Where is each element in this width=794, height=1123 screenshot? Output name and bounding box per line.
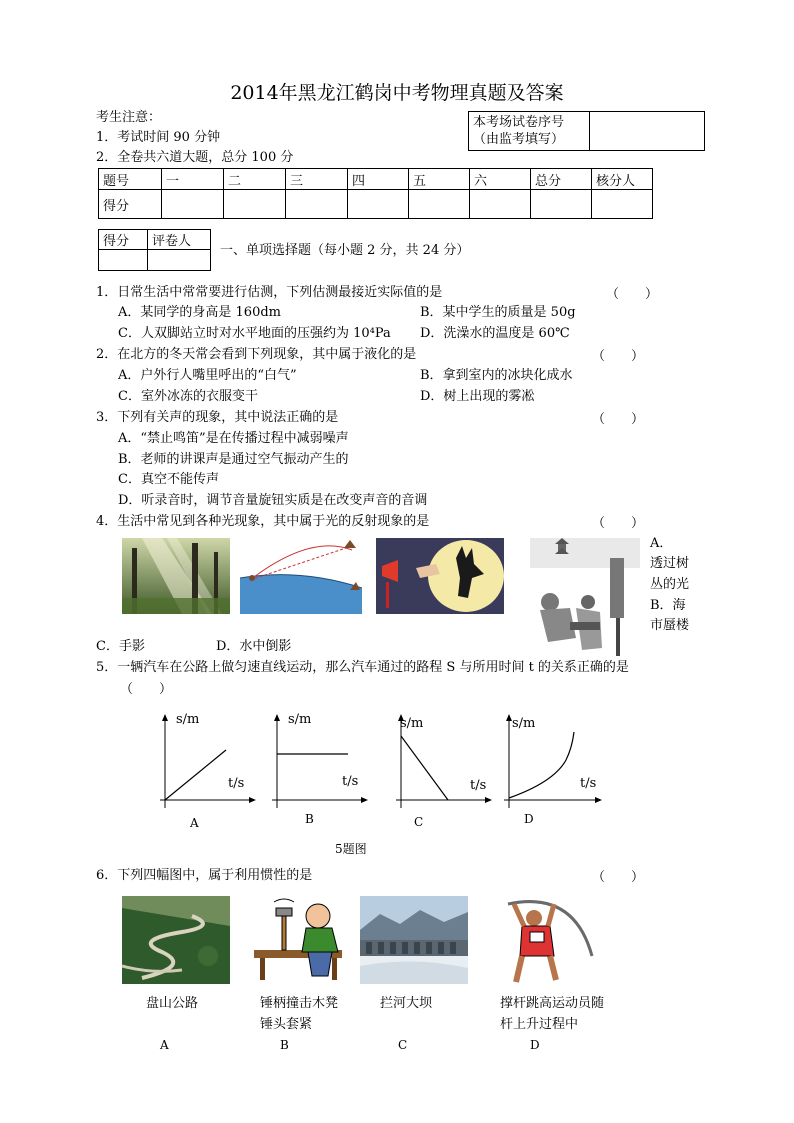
grader-score-cell[interactable] <box>99 250 148 271</box>
q3-option-a: A．“禁止鸣笛”是在传播过程中减弱噪声 <box>118 431 349 446</box>
graph-c-ylabel: s/m <box>400 716 424 731</box>
q6-stem: 6．下列四幅图中，属于利用惯性的是 <box>96 868 313 883</box>
score-table <box>98 168 653 219</box>
graph-c-letter: C <box>414 815 424 829</box>
score-cell[interactable] <box>162 190 224 219</box>
q4-answer-blank[interactable]: （ ） <box>592 516 645 531</box>
graph-a-ylabel: s/m <box>176 712 200 727</box>
q2-option-b: B．拿到室内的冰块化成水 <box>420 368 573 383</box>
q6-caption-c: 拦河大坝 <box>380 996 433 1011</box>
q6-letter-c: C <box>398 1038 408 1052</box>
score-cell[interactable] <box>470 190 531 219</box>
graph-a-letter: A <box>190 816 199 830</box>
score-row-label: 得分 <box>99 190 162 219</box>
q4-side-a2: 透过树 <box>650 556 690 571</box>
score-header: 三 <box>286 169 348 190</box>
score-cell[interactable] <box>592 190 653 219</box>
graph-b-ylabel: s/m <box>288 712 312 727</box>
grader-name-label: 评卷人 <box>148 230 211 250</box>
score-cell[interactable] <box>348 190 409 219</box>
q3-option-c: C．真空不能传声 <box>118 472 219 487</box>
score-cell[interactable] <box>224 190 286 219</box>
q4-side-b1: B．海 <box>650 598 686 613</box>
q4-side-a3: 丛的光 <box>650 577 690 592</box>
q2-option-a: A．户外行人嘴里呼出的“白气” <box>118 368 297 383</box>
q4-option-d: D．水中倒影 <box>216 639 292 654</box>
seat-number-cell[interactable] <box>590 112 705 151</box>
graph-d-ylabel: s/m <box>512 716 536 731</box>
q6-letter-a: A <box>160 1038 169 1052</box>
score-header: 四 <box>348 169 409 190</box>
hand-shadow-photo <box>376 538 504 614</box>
notice-item-2: 2．全卷共六道大题，总分 100 分 <box>96 150 294 165</box>
q2-option-c: C．室外冰冻的衣服变干 <box>118 389 258 404</box>
q2-answer-blank[interactable]: （ ） <box>592 349 645 364</box>
graph-d <box>494 712 606 812</box>
q6-letter-b: B <box>280 1038 289 1052</box>
graph-d-xlabel: t/s <box>580 776 597 791</box>
q4-stem: 4．生活中常见到各种光现象，其中属于光的反射现象的是 <box>96 514 430 529</box>
q4-side-b2: 市蜃楼 <box>650 618 690 633</box>
grader-name-cell[interactable] <box>148 250 211 271</box>
score-header: 一 <box>162 169 224 190</box>
graph-c-line <box>401 736 448 800</box>
page-title: 2014年黑龙江鹤岗中考物理真题及答案 <box>230 82 564 104</box>
score-header: 题号 <box>99 169 162 190</box>
q1-option-d: D．洗澡水的温度是 60℃ <box>420 326 570 341</box>
notice-item-1: 1．考试时间 90 分钟 <box>96 130 221 145</box>
grader-score-label: 得分 <box>99 230 148 250</box>
q1-option-a: A．某同学的身高是 160dm <box>118 305 281 320</box>
q4-option-c: C．手影 <box>96 639 145 654</box>
q5-stem: 5．一辆汽车在公路上做匀速直线运动，那么汽车通过的路程 S 与所用时间 t 的关系正确的是 <box>96 660 629 675</box>
q3-answer-blank[interactable]: （ ） <box>592 412 645 427</box>
seat-label-1: 本考场试卷序号 <box>473 115 565 130</box>
q4-side-a1: A． <box>650 536 673 551</box>
score-cell[interactable] <box>531 190 592 219</box>
q6-caption-a: 盘山公路 <box>146 996 199 1011</box>
score-cell[interactable] <box>409 190 470 219</box>
graph-b <box>262 712 372 812</box>
q5-caption: 5题图 <box>335 842 367 856</box>
q2-option-d: D．树上出现的雾凇 <box>420 389 535 404</box>
mirage-diagram <box>240 538 362 614</box>
q1-answer-blank[interactable]: （ ） <box>606 287 659 302</box>
q6-caption-d-2: 杆上升过程中 <box>500 1017 579 1032</box>
graph-c-xlabel: t/s <box>470 778 487 793</box>
section-1-heading: 一、单项选择题（每小题 2 分，共 24 分） <box>220 243 470 258</box>
seat-label-2: （由监考填写） <box>473 132 565 147</box>
q1-option-b: B．某中学生的质量是 50g <box>420 305 576 320</box>
score-header: 二 <box>224 169 286 190</box>
score-cell[interactable] <box>286 190 348 219</box>
q1-option-c: C．人双脚站立时对水平地面的压强约为 10⁴Pa <box>118 326 391 341</box>
graph-b-letter: B <box>305 812 314 826</box>
q6-caption-d-1: 撑杆跳高运动员随 <box>500 996 605 1011</box>
graph-a-line <box>165 750 226 800</box>
q6-caption-b-2: 锤头套紧 <box>260 1017 313 1032</box>
water-reflection-photo <box>530 538 640 656</box>
q5-answer-blank[interactable]: （ ） <box>120 682 173 697</box>
q6-caption-b-1: 锤柄撞击木凳 <box>260 996 339 1011</box>
notice-heading: 考生注意： <box>96 110 162 125</box>
score-header: 总分 <box>531 169 592 190</box>
q6-answer-blank[interactable]: （ ） <box>592 870 645 885</box>
q1-stem: 1．日常生活中常常要进行估测，下列估测最接近实际值的是 <box>96 285 443 300</box>
seat-number-box <box>468 111 705 151</box>
q2-stem: 2．在北方的冬天常会看到下列现象，其中属于液化的是 <box>96 347 417 362</box>
q3-option-d: D．听录音时，调节音量旋钮实质是在改变声音的音调 <box>118 493 428 508</box>
q3-stem: 3．下列有关声的现象，其中说法正确的是 <box>96 410 339 425</box>
q6-letter-d: D <box>530 1038 540 1052</box>
forest-light-photo <box>122 538 230 614</box>
graph-d-curve <box>509 732 574 798</box>
score-header: 六 <box>470 169 531 190</box>
hammer-stool-illustration <box>248 896 352 984</box>
graph-a <box>150 712 260 812</box>
graph-b-xlabel: t/s <box>342 774 359 789</box>
score-header: 五 <box>409 169 470 190</box>
score-header: 核分人 <box>592 169 653 190</box>
grader-table <box>98 229 211 271</box>
graph-d-letter: D <box>524 812 534 826</box>
graph-a-xlabel: t/s <box>228 776 245 791</box>
q3-option-b: B．老师的讲课声是通过空气振动产生的 <box>118 452 349 467</box>
dam-photo <box>360 896 468 984</box>
pole-vault-photo <box>494 896 606 992</box>
mountain-road-photo <box>122 896 230 984</box>
